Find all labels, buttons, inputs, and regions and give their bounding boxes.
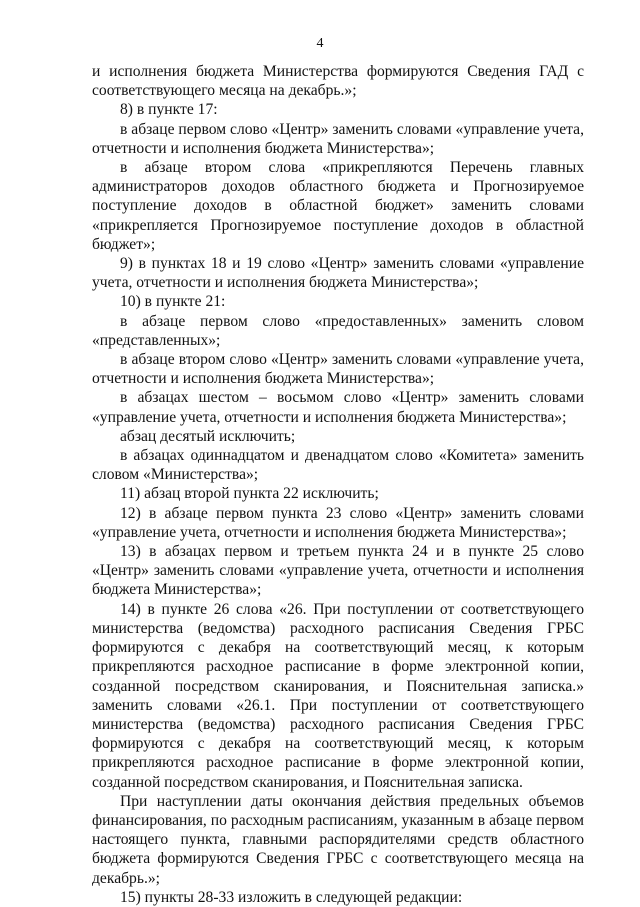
document-body	[92, 62, 584, 907]
paragraph: абзац десятый исключить;	[120, 427, 296, 445]
paragraph: в абзаце втором слова «прикрепляются Перечень главных администраторов доходов областного бюджета и Прогнозируемое поступление доходов в областной бюджет» заменить словами «прикрепляется Прогнозируемое поступление доходов в областной бюджет»;	[92, 159, 584, 253]
paragraph: 10) в пункте 21:	[120, 293, 226, 311]
paragraph: 12) в абзаце первом пункта 23 слово «Центр» заменить словами «управление учета, отчетности и исполнения бюджета Министерства»;	[92, 504, 584, 541]
paragraph: в абзацах одиннадцатом и двенадцатом слово «Комитета» заменить словом «Министерства»;	[92, 447, 584, 484]
paragraph: 15) пункты 28-33 изложить в следующей редакции:	[120, 888, 463, 906]
paragraph: 13) в абзацах первом и третьем пункта 24 и в пункте 25 слово «Центр» заменить словами «управление учета, отчетности и исполнения бюджета Министерства»;	[92, 543, 584, 599]
paragraph: При наступлении даты окончания действия предельных объемов финансирования, по расходным расписаниям, указанным в абзаце первом настоящего пункта, главными распорядителями средств областного бюджета формируются Сведения ГРБС с соответствующего месяца на декабрь.»;	[92, 792, 584, 887]
paragraph: в абзацах шестом – восьмом слово «Центр» заменить словами «управление учета, отчетности и исполнения бюджета Министерства»;	[92, 389, 584, 426]
paragraph: 11) абзац второй пункта 22 исключить;	[120, 485, 379, 503]
paragraph: 14) в пункте 26 слова «26. При поступлении от соответствующего министерства (ведомства) расходного расписания Сведения ГРБС формируются с декабря на соответствующий месяц, к которым прикрепляются расходное расписание в форме электронной копии, созданной посредством сканирования, и Пояснительная записка.» заменить словами «26.1. При поступлении от соответствующего министерства (ведомства) расходного расписания Сведения ГРБС формируются с декабря на соответствующий месяц, к которым прикрепляются расходное расписание в форме электронной копии, созданной посредством сканирования, и Пояснительная записка.	[92, 600, 584, 791]
paragraph: 9) в пунктах 18 и 19 слово «Центр» заменить словами «управление учета, отчетности и исполнения бюджета Министерства»;	[92, 255, 584, 292]
paragraph: в абзаце первом слово «предоставленных» заменить словом «представленных»;	[92, 312, 584, 349]
paragraph: и исполнения бюджета Министерства формируются Сведения ГАД с соответствующего месяца на декабрь.»;	[92, 63, 584, 100]
page-number: 4	[316, 36, 324, 51]
paragraph: 8) в пункте 17:	[120, 101, 218, 119]
paragraph: в абзаце втором слово «Центр» заменить словами «управление учета, отчетности и исполнения бюджета Министерства»;	[92, 351, 584, 388]
paragraph: в абзаце первом слово «Центр» заменить словами «управление учета, отчетности и исполнения бюджета Министерства»;	[92, 120, 584, 157]
